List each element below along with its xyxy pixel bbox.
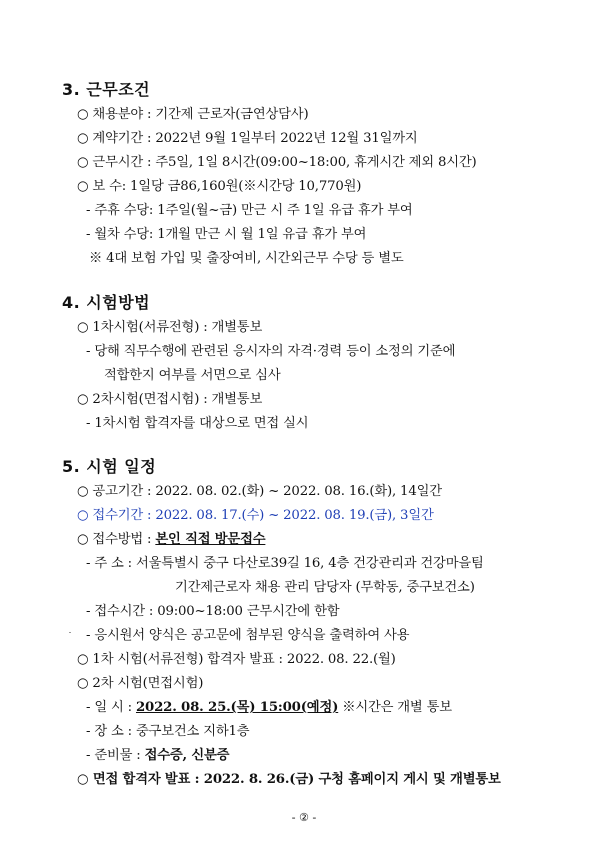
s3-line-field: ○ 채용분야 : 기간제 근로자(금연상담사) bbox=[77, 107, 309, 122]
s5-datetime-note: ※시간은 개별 통보 bbox=[338, 700, 452, 715]
s5-line-form: - 응시원서 양식은 공고문에 첨부된 양식을 출력하여 사용 bbox=[86, 628, 410, 643]
s5-method-value: 본인 직접 방문접수 bbox=[155, 532, 266, 547]
s5-line-place: - 장 소 : 중구보건소 지하1층 bbox=[86, 724, 250, 739]
s5-line-second-exam: ○ 2차 시험(면접시험) bbox=[77, 676, 204, 691]
s5-line-application-period: ○ 접수기간 : 2022. 08. 17.(수) ~ 2022. 08. 19.(금), 3일간 bbox=[77, 508, 434, 523]
s5-datetime-label: - 일 시 : bbox=[86, 700, 136, 715]
s5-items-label: - 준비물 : bbox=[86, 748, 145, 763]
s4-line-second-exam: ○ 2차시험(면접시험) : 개별통보 bbox=[77, 392, 263, 407]
s5-line-datetime bbox=[86, 699, 452, 717]
s5-line-method bbox=[77, 531, 265, 549]
section-3-heading: 3. 근무조건 bbox=[62, 80, 151, 99]
s4-line-first-exam: ○ 1차시험(서류전형) : 개별통보 bbox=[77, 320, 263, 335]
s3-line-hours: ○ 근무시간 : 주5일, 1일 8시간(09:00~18:00, 휴게시간 제외 8시간) bbox=[77, 155, 477, 170]
section-4-heading: 4. 시험방법 bbox=[62, 293, 151, 312]
s3-line-contract: ○ 계약기간 : 2022년 9월 1일부터 2022년 12월 31일까지 bbox=[77, 131, 418, 146]
s5-items-value: 접수증, 신분증 bbox=[144, 748, 230, 763]
s3-line-pay: ○ 보 수: 1일당 금86,160원(※시간당 10,770원) bbox=[77, 179, 362, 194]
s5-datetime-value: 2022. 08. 25.(목) 15:00(예정) bbox=[135, 700, 339, 715]
page-number: - ② - bbox=[291, 811, 317, 824]
s5-line-reception-hours: - 접수시간 : 09:00~18:00 근무시간에 한함 bbox=[86, 604, 340, 619]
s5-line-address-cont: 기간제근로자 채용 관리 담당자 (무학동, 중구보건소) bbox=[175, 580, 475, 595]
s4-line-criteria-cont: 적합한지 여부를 서면으로 심사 bbox=[104, 368, 281, 383]
s5-line-address: - 주 소 : 서울특별시 중구 다산로39길 16, 4층 건강관리과 건강마을팀 bbox=[86, 556, 484, 571]
s5-method-label: ○ 접수방법 : bbox=[77, 532, 156, 547]
stray-mark bbox=[69, 632, 71, 633]
s4-line-interview: - 1차시험 합격자를 대상으로 면접 실시 bbox=[86, 416, 309, 431]
s3-line-monthly-allowance: - 월차 수당: 1개월 만근 시 월 1일 유급 휴가 부여 bbox=[86, 227, 367, 242]
s5-line-notice-period: ○ 공고기간 : 2022. 08. 02.(화) ~ 2022. 08. 16.(화), 14일간 bbox=[77, 484, 442, 499]
section-5-heading: 5. 시험 일정 bbox=[62, 457, 157, 476]
s5-line-first-result: ○ 1차 시험(서류전형) 합격자 발표 : 2022. 08. 22.(월) bbox=[77, 652, 396, 667]
s5-line-final-result: ○ 면접 합격자 발표 : 2022. 8. 26.(금) 구청 홈페이지 게시 및 개별통보 bbox=[77, 772, 501, 787]
s5-line-items bbox=[86, 747, 229, 765]
s4-line-criteria: - 당해 직무수행에 관련된 응시자의 자격·경력 등이 소정의 기준에 bbox=[86, 344, 456, 359]
s3-line-weekly-allowance: - 주휴 수당: 1주일(월~금) 만근 시 주 1일 유급 휴가 부여 bbox=[86, 203, 413, 218]
s3-line-note: ※ 4대 보험 가입 및 출장여비, 시간외근무 수당 등 별도 bbox=[89, 251, 404, 266]
